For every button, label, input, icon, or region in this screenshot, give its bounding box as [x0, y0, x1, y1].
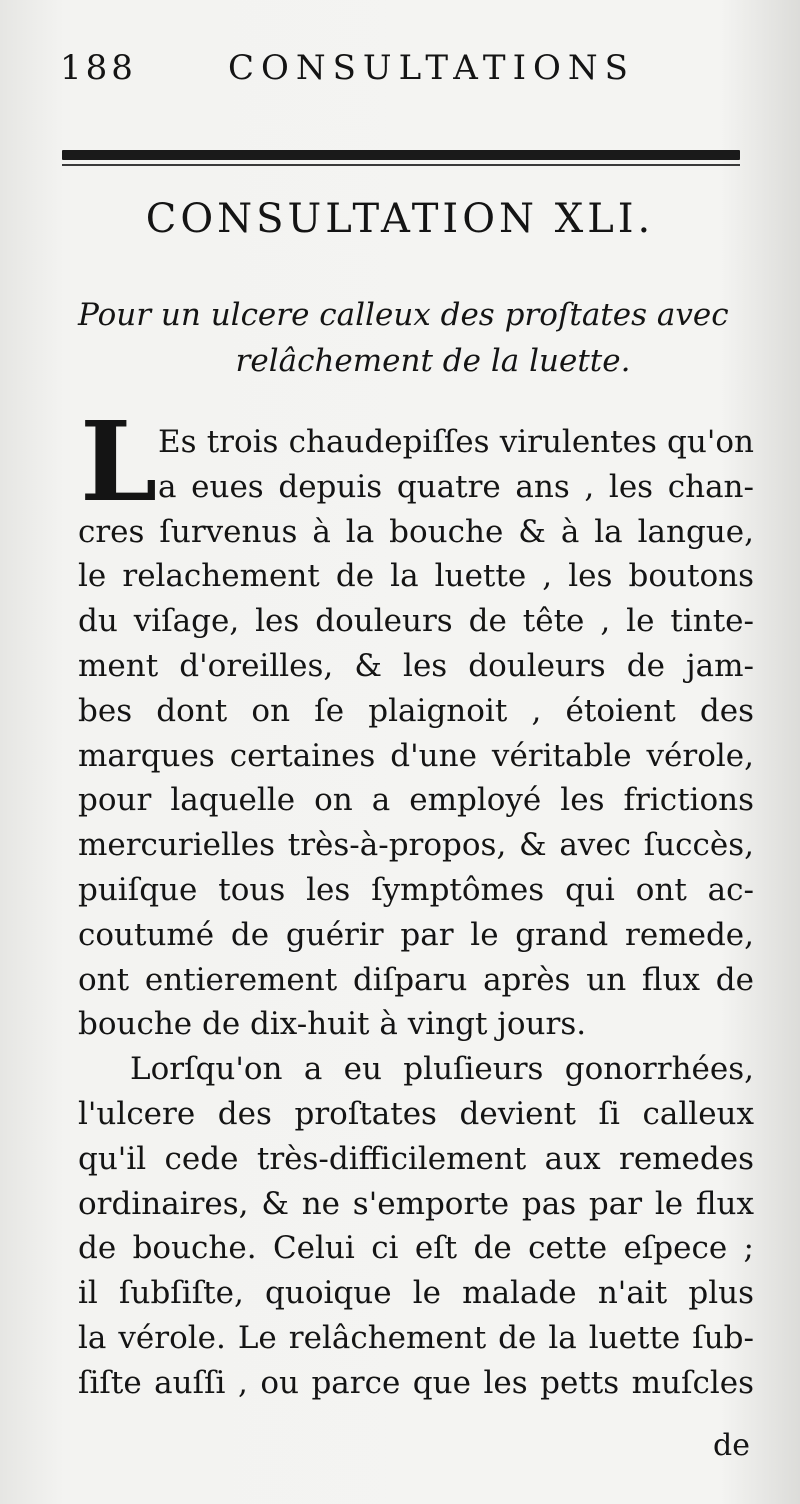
body-text	[78, 397, 754, 1406]
text-line: l'ulcere des proſtates devient ſi calleux	[78, 1095, 754, 1132]
text-line: pour laquelle on a employé les frictions	[78, 782, 754, 819]
text-line: ont entierement diſparu après un flux de	[78, 961, 754, 998]
page-number: 188	[60, 48, 137, 88]
subtitle-line-2: relâchement de la luette.	[235, 343, 631, 379]
text-line: de bouche. Celui ci eſt de cette eſpece ;	[78, 1230, 754, 1267]
text-line: cres ſurvenus à la bouche & à la langue,	[78, 513, 754, 550]
subtitle-line-1: Pour un ulcere calleux des proſtates avec	[78, 297, 729, 333]
header-rule	[62, 150, 740, 160]
text-line: puiſque tous les ſymptômes qui ont ac-	[78, 871, 754, 908]
text-line: bouche de dix-huit à vingt jours.	[78, 1006, 587, 1043]
text-line: bes dont on ſe plaignoit , étoient des	[78, 692, 754, 729]
text-line: ment d'oreilles, & les douleurs de jam-	[78, 647, 754, 684]
text-line: mercurielles très-à-propos, & avec ſuccès,	[78, 827, 754, 864]
drop-cap: L	[80, 397, 158, 526]
paragraph-1	[78, 397, 754, 1047]
text-line: a eues depuis quatre ans , les chan-	[158, 468, 754, 505]
running-title: CONSULTATIONS	[228, 48, 635, 88]
text-line: qu'il cede très-difficilement aux remedes	[78, 1140, 754, 1177]
consultation-title: CONSULTATION XLI.	[145, 196, 655, 242]
running-head	[60, 48, 635, 98]
catchword: de	[713, 1428, 750, 1463]
text-line: la vérole. Le relâchement de la luette ſub-	[78, 1319, 754, 1356]
text-line: ordinaires, & ne s'emporte pas par le flux	[78, 1185, 754, 1222]
text-line: marques certaines d'une véritable vérole,	[78, 737, 754, 774]
consultation-subtitle	[78, 292, 768, 384]
text-line: coutumé de guérir par le grand remede,	[78, 916, 754, 953]
text-line: Lorſqu'on a eu pluſieurs gonorrhées,	[130, 1051, 754, 1088]
text-line: du viſage, les douleurs de tête , le tinte-	[78, 603, 754, 640]
text-line: ſiſte auſſi , ou parce que les petts muſcles	[78, 1364, 754, 1401]
paragraph-2	[78, 1047, 754, 1405]
text-line: Es trois chaudepiſſes virulentes qu'on	[158, 424, 754, 460]
text-line: il ſubſiſte, quoique le malade n'ait plus	[78, 1275, 754, 1312]
text-line: le relachement de la luette , les boutons	[78, 558, 754, 595]
